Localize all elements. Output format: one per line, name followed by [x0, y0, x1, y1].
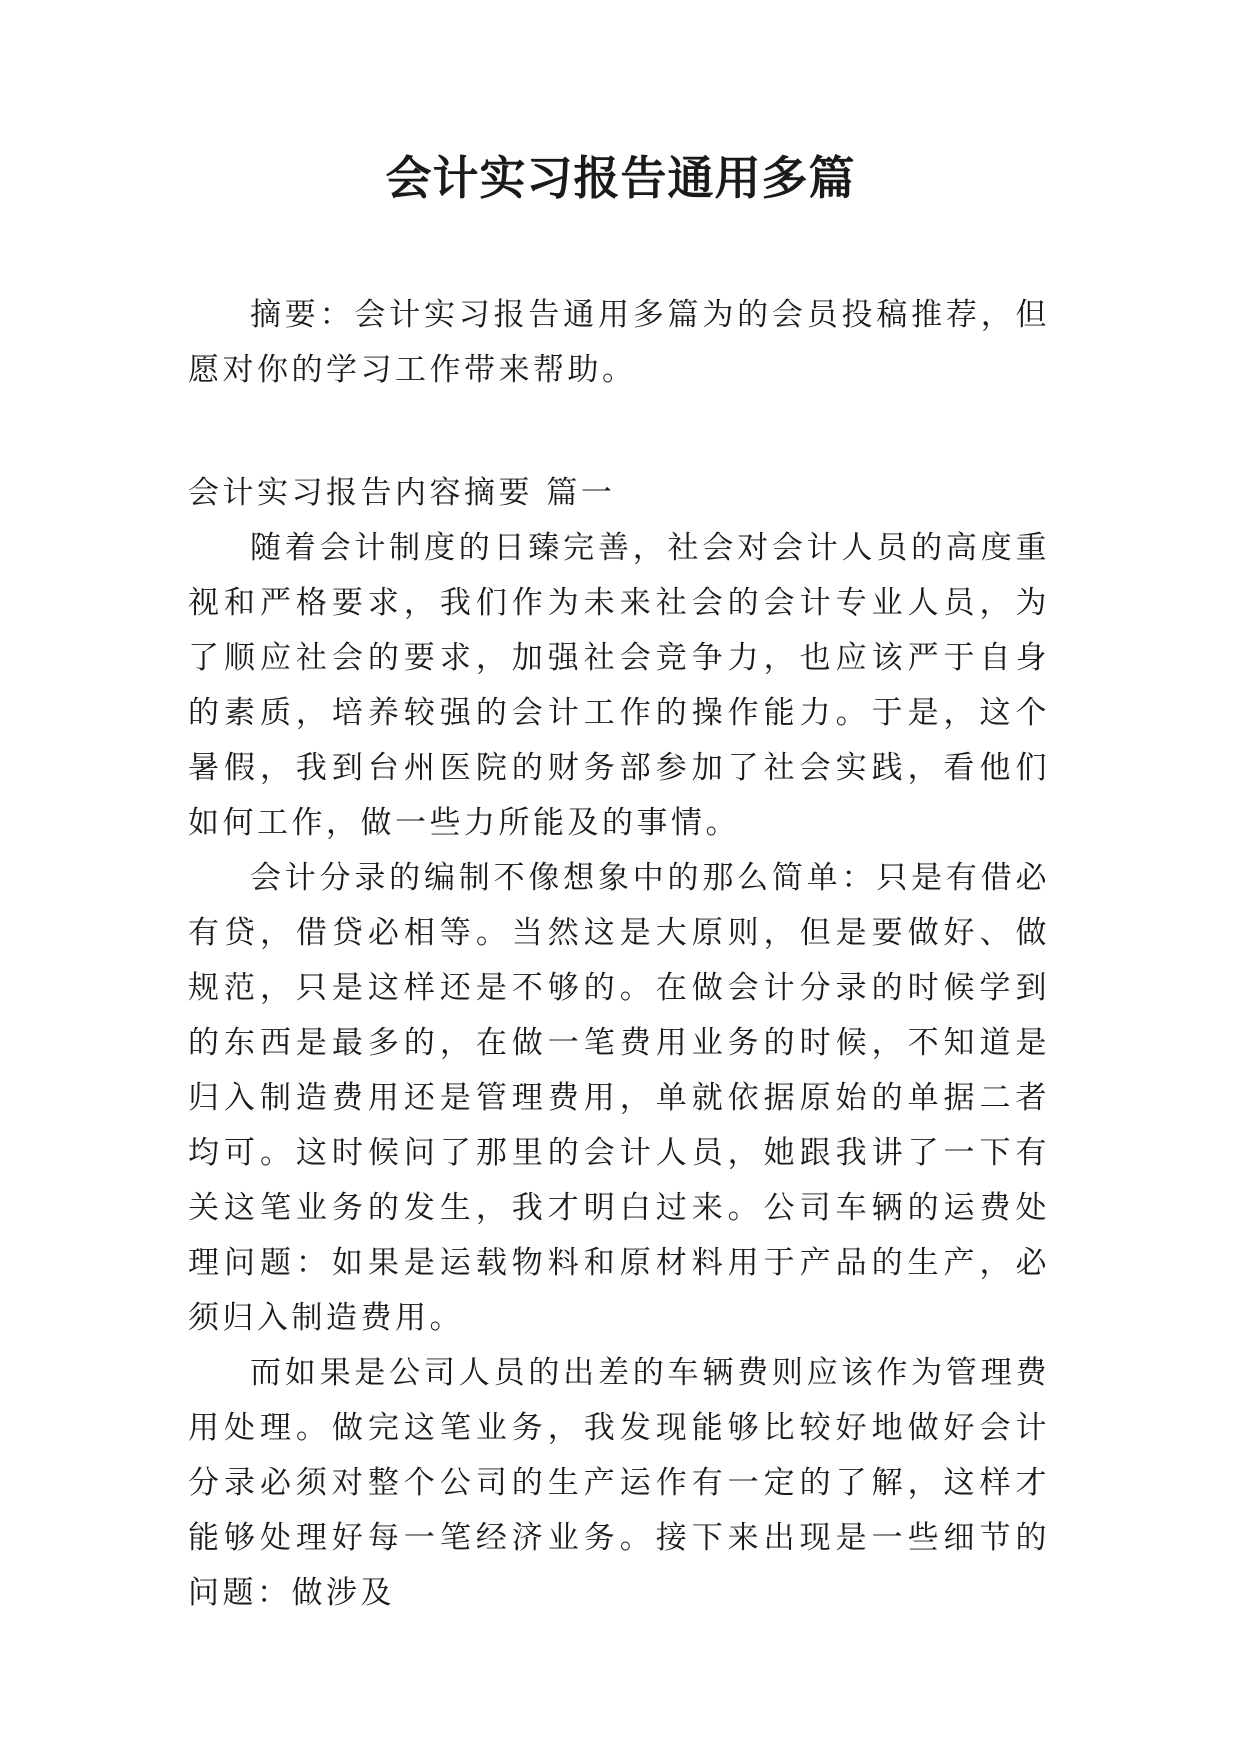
section-heading: 会计实习报告内容摘要 篇一 [188, 475, 616, 511]
abstract-paragraph: 摘要：会计实习报告通用多篇为的会员投稿推荐，但愿对你的学习工作带来帮助。 [188, 297, 1050, 388]
body-paragraph-3: 而如果是公司人员的出差的车辆费则应该作为管理费用处理。做完这笔业务，我发现能够比较好地做好会计分录必须对整个公司的生产运作有一定的了解，这样才能够处理好每一笔经济业务。接下来出现是一些细节的问题：做涉及 [188, 1355, 1050, 1611]
body-paragraph-1: 随着会计制度的日臻完善，社会对会计人员的高度重视和严格要求，我们作为未来社会的会计专业人员，为了顺应社会的要求，加强社会竞争力，也应该严于自身的素质，培养较强的会计工作的操作能力。于是，这个暑假，我到台州医院的财务部参加了社会实践，看他们如何工作，做一些力所能及的事情。 [188, 530, 1050, 841]
body-paragraph-2: 会计分录的编制不像想象中的那么简单：只是有借必有贷，借贷必相等。当然这是大原则，但是要做好、做规范，只是这样还是不够的。在做会计分录的时候学到的东西是最多的，在做一笔费用业务的时候，不知道是归入制造费用还是管理费用，单就依据原始的单据二者均可。这时候问了那里的会计人员，她跟我讲了一下有关这笔业务的发生，我才明白过来。公司车辆的运费处理问题：如果是运载物料和原材料用于产品的生产，必须归入制造费用。 [188, 860, 1050, 1336]
section-body [188, 521, 1050, 1621]
document-title: 会计实习报告通用多篇 [385, 151, 856, 205]
